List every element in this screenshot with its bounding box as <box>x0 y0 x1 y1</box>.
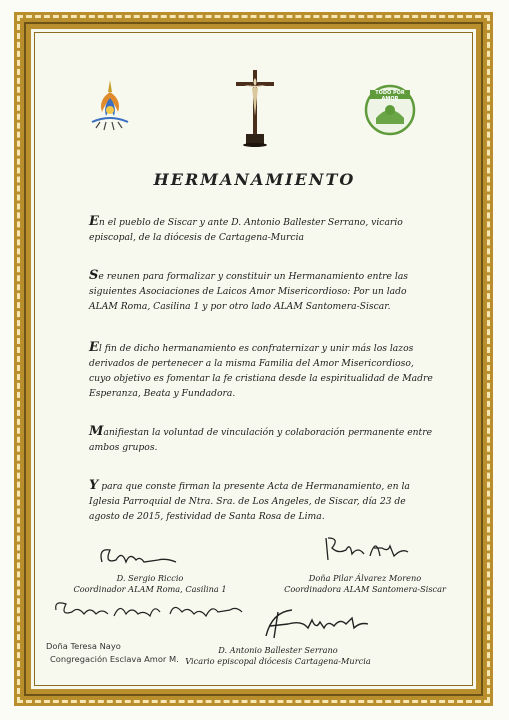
signatory-name: D. Sergio Riccio <box>116 573 184 583</box>
signature-ballester <box>262 604 372 644</box>
handwritten-note <box>46 640 179 666</box>
paragraph-text: l fin de dicho hermanamiento es confraternizar y unir más los lazos derivados de pertenecer a la misma Familia del Amor Misericordioso, cuyo objetivo es fomentar la fe cristiana desde la espiritualidad de Madre Esperanza, Beata y Fundadora. <box>89 343 433 399</box>
signature-riccio <box>96 540 186 574</box>
paragraph-initial: E <box>89 340 99 355</box>
paragraph-3 <box>89 340 434 401</box>
crucifix-image <box>230 68 280 148</box>
signatory-name: D. Antonio Ballester Serrano <box>218 645 338 655</box>
paragraph-initial: E <box>89 214 99 229</box>
paragraph-5 <box>89 478 434 524</box>
paragraph-initial: M <box>89 424 104 439</box>
note-line: Congregación Esclava Amor M. <box>50 654 179 664</box>
paragraph-text: para que conste firman la presente Acta de Hermanamiento, en la Iglesia Parroquial de Ntra. Sra. de Los Angeles, de Siscar, día 23 de agosto de 2015, festividad de Santa Rosa de Lima. <box>89 481 410 522</box>
signature-alvarez <box>318 532 418 566</box>
paragraph-2 <box>89 268 434 314</box>
signatory-ballester <box>178 645 378 667</box>
signatory-role: Coordinadora ALAM Santomera-Siscar <box>284 584 446 594</box>
signatory-role: Vicario episcopal diócesis Cartagena-Murcia <box>185 656 371 666</box>
logo-motto-text: TODO POR AMOR <box>375 90 405 102</box>
paragraph-text: n el pueblo de Siscar y ante D. Antonio Ballester Serrano, vicario episcopal, de la diócesis de Cartagena-Murcia <box>89 217 403 243</box>
signature-teresa <box>50 596 250 626</box>
paragraph-1 <box>89 214 434 245</box>
paragraph-text: e reunen para formalizar y constituir un Hermanamiento entre las siguientes Asociaciones de Laicos Amor Misericordioso: Por un lado ALAM Roma, Casilina 1 y por otro lado ALAM Santomera-Siscar. <box>89 271 409 312</box>
paragraph-text: anifiestan la voluntad de vinculación y colaboración permanente entre ambos grupos. <box>89 427 433 453</box>
paragraph-4 <box>89 424 434 455</box>
note-line: Doña Teresa Nayo <box>46 641 121 651</box>
paragraph-initial: S <box>89 268 99 283</box>
signatory-role: Coordinador ALAM Roma, Casilina 1 <box>73 584 227 594</box>
document-title: HERMANAMIENTO <box>153 170 356 189</box>
signatory-alvarez <box>280 573 450 595</box>
alam-flame-logo <box>88 78 132 134</box>
signatory-name: Doña Pilar Álvarez Moreno <box>308 573 422 583</box>
paragraph-initial: Y <box>89 478 99 493</box>
signatory-riccio <box>60 573 240 595</box>
